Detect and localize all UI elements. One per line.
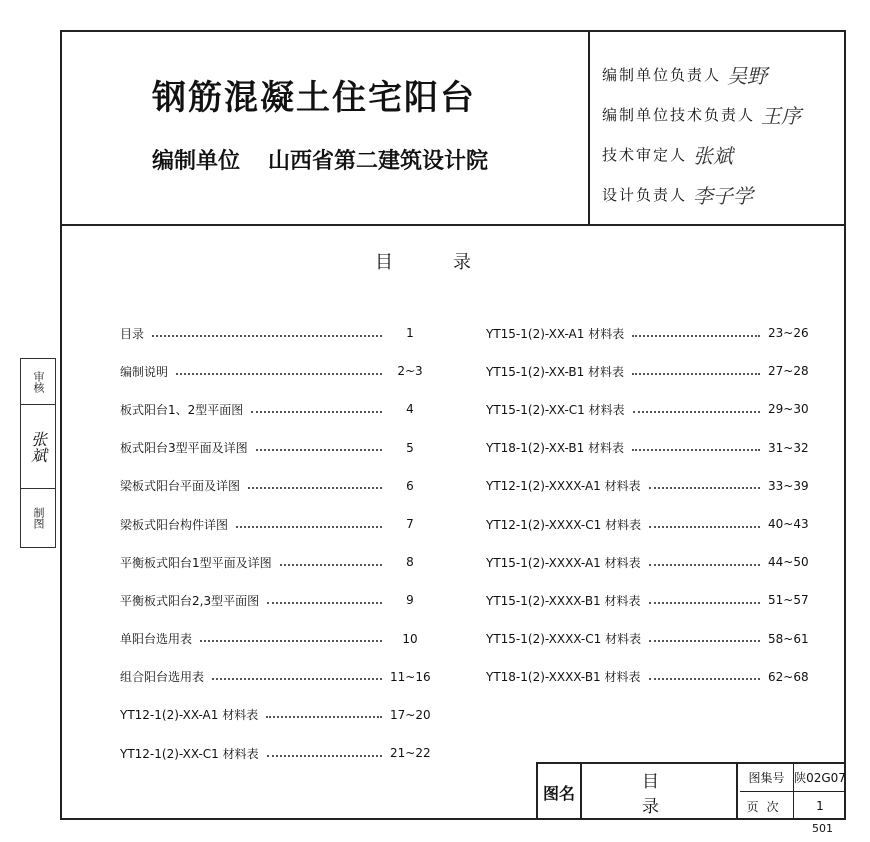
toc-entry-title: 组合阳台选用表: [120, 670, 205, 685]
title-block: [536, 762, 846, 820]
dot-leader: [266, 715, 382, 718]
toc-entry: [120, 696, 430, 734]
signature: 吴野: [727, 63, 768, 88]
toc-entry-page: 44~50: [768, 555, 809, 570]
toc-entry: [120, 390, 430, 428]
dot-leader: [633, 410, 760, 413]
atlas-number-label: 图集号: [740, 764, 794, 792]
toc-entry: [120, 505, 430, 543]
toc-entry: [486, 314, 808, 352]
dot-leader: [267, 601, 382, 604]
toc-entry-page: 9: [406, 593, 414, 608]
toc-entry-title: 编制说明: [120, 364, 169, 379]
dot-leader: [236, 525, 382, 528]
toc-entry: [120, 467, 430, 505]
dot-leader: [632, 448, 760, 451]
toc-entry-page: 10: [402, 631, 418, 646]
dot-leader: [280, 563, 382, 566]
toc-entry-title: 单阳台选用表: [120, 632, 193, 647]
toc-entry-page: 62~68: [768, 669, 809, 684]
toc-entry-page: 8: [406, 555, 414, 570]
atlas-number: 陕02G07: [794, 764, 846, 792]
responsibility-row: [602, 134, 838, 174]
toc-entry: [486, 390, 808, 428]
dot-leader: [212, 677, 382, 680]
dot-leader: [248, 486, 382, 489]
toc-entry: [486, 581, 808, 619]
toc-entry: [120, 581, 430, 619]
toc-entry-title: YT18-1(2)-XXXX-B1 材料表: [486, 670, 641, 685]
page-number: 1: [816, 799, 824, 813]
toc-entry-page: 40~43: [768, 517, 809, 532]
side-tab-review-label: 审核: [21, 359, 55, 405]
toc-entry: [120, 352, 430, 390]
dot-leader: [632, 372, 760, 375]
dot-leader: [251, 410, 382, 413]
toc-left-column: [120, 314, 430, 772]
toc-entry-title: YT12-1(2)-XXXX-A1 材料表: [486, 479, 641, 494]
dot-leader: [632, 334, 760, 337]
responsibility-list: [602, 54, 838, 214]
dot-leader: [176, 372, 382, 375]
toc-entry-title: YT12-1(2)-XX-C1 材料表: [120, 746, 259, 761]
toc-entry: [486, 620, 808, 658]
toc-entry: [486, 658, 808, 696]
signature: 李子学: [693, 183, 754, 208]
toc-entry-title: YT15-1(2)-XX-A1 材料表: [486, 326, 625, 341]
toc-heading: 目录: [375, 252, 531, 273]
toc-entry-page: 27~28: [768, 364, 809, 379]
toc-entry-page: 33~39: [768, 478, 809, 493]
toc-entry-title: 梁板式阳台平面及详图: [120, 479, 241, 494]
signature: 张斌: [693, 143, 734, 168]
toc-entry-title: YT15-1(2)-XX-B1 材料表: [486, 364, 625, 379]
toc-entry: [120, 314, 430, 352]
toc-entry: [486, 429, 808, 467]
toc-entry-page: 51~57: [768, 593, 809, 608]
toc-entry-page: 21~22: [390, 746, 431, 761]
dot-leader: [649, 525, 760, 528]
drawing-frame: [60, 30, 846, 820]
toc-entry: [120, 658, 430, 696]
dot-leader: [649, 563, 760, 566]
toc-entry: [486, 543, 808, 581]
toc-entry-page: 11~16: [390, 669, 431, 684]
role-label: 技术审定人: [602, 145, 688, 164]
drawing-name: 目录: [582, 764, 738, 820]
sheet-number: 501: [812, 822, 833, 835]
toc-entry-page: 6: [406, 478, 414, 493]
toc-entry-page: 7: [406, 517, 414, 532]
toc-entry-title: 板式阳台3型平面及详图: [120, 441, 248, 456]
unit-label: 编制单位: [152, 149, 241, 174]
toc-entry-page: 4: [406, 402, 414, 417]
role-label: 设计负责人: [602, 185, 688, 204]
toc-entry: [120, 620, 430, 658]
header-title-area: [62, 32, 590, 224]
toc-entry: [486, 352, 808, 390]
toc-entry-page: 23~26: [768, 326, 809, 341]
side-approval-tab: [20, 358, 56, 548]
unit-name: 山西省第二建筑设计院: [268, 149, 489, 174]
toc-entry-title: 梁板式阳台构件详图: [120, 517, 229, 532]
toc-entry-page: 29~30: [768, 402, 809, 417]
toc-entry: [120, 543, 430, 581]
toc-entry-title: 平衡板式阳台2,3型平面图: [120, 593, 260, 608]
toc-entry: [486, 467, 808, 505]
dot-leader: [267, 754, 382, 757]
dot-leader: [649, 677, 761, 680]
header-block: [62, 32, 844, 226]
toc-entry-title: 板式阳台1、2型平面图: [120, 402, 244, 417]
toc-entry-page: 1: [406, 326, 414, 341]
toc-entry: [120, 734, 430, 772]
toc-entry: [486, 505, 808, 543]
toc-entry-page: 5: [406, 440, 414, 455]
toc-entry-title: YT12-1(2)-XXXX-C1 材料表: [486, 517, 642, 532]
toc-entry-title: YT15-1(2)-XX-C1 材料表: [486, 402, 625, 417]
page-number-label: 页次: [740, 792, 794, 820]
toc-entry-title: 平衡板式阳台1型平面及详图: [120, 555, 272, 570]
toc-entry-title: YT18-1(2)-XX-B1 材料表: [486, 441, 625, 456]
toc-entry-title: YT15-1(2)-XXXX-B1 材料表: [486, 593, 641, 608]
toc-entry-title: YT15-1(2)-XXXX-C1 材料表: [486, 632, 642, 647]
dot-leader: [152, 334, 382, 337]
toc-entry-page: 17~20: [390, 707, 431, 722]
toc-entry-page: 58~61: [768, 631, 809, 646]
toc-entry: [120, 429, 430, 467]
toc-right-column: [486, 314, 808, 696]
side-tab-signature: 张斌: [21, 405, 55, 489]
responsibility-row: [602, 174, 838, 214]
dot-leader: [256, 448, 382, 451]
drawing-name-label: 图名: [538, 764, 582, 820]
toc-entry-title: YT12-1(2)-XX-A1 材料表: [120, 708, 259, 723]
toc-entry-page: 2~3: [397, 364, 423, 379]
dot-leader: [200, 639, 382, 642]
dot-leader: [649, 486, 760, 489]
dot-leader: [649, 601, 761, 604]
responsibility-row: [602, 94, 838, 134]
dot-leader: [649, 639, 760, 642]
compiling-unit: [152, 144, 488, 175]
role-label: 编制单位技术负责人: [602, 105, 756, 124]
toc-entry-title: 目录: [120, 326, 145, 341]
side-tab-drawing-label: 制图: [32, 507, 45, 529]
responsibility-row: [602, 54, 838, 94]
signature: 王序: [761, 103, 802, 128]
toc-entry-title: YT15-1(2)-XXXX-A1 材料表: [486, 555, 641, 570]
toc-entry-page: 31~32: [768, 440, 809, 455]
atlas-title: 钢筋混凝土住宅阳台: [152, 78, 476, 118]
role-label: 编制单位负责人: [602, 65, 722, 84]
